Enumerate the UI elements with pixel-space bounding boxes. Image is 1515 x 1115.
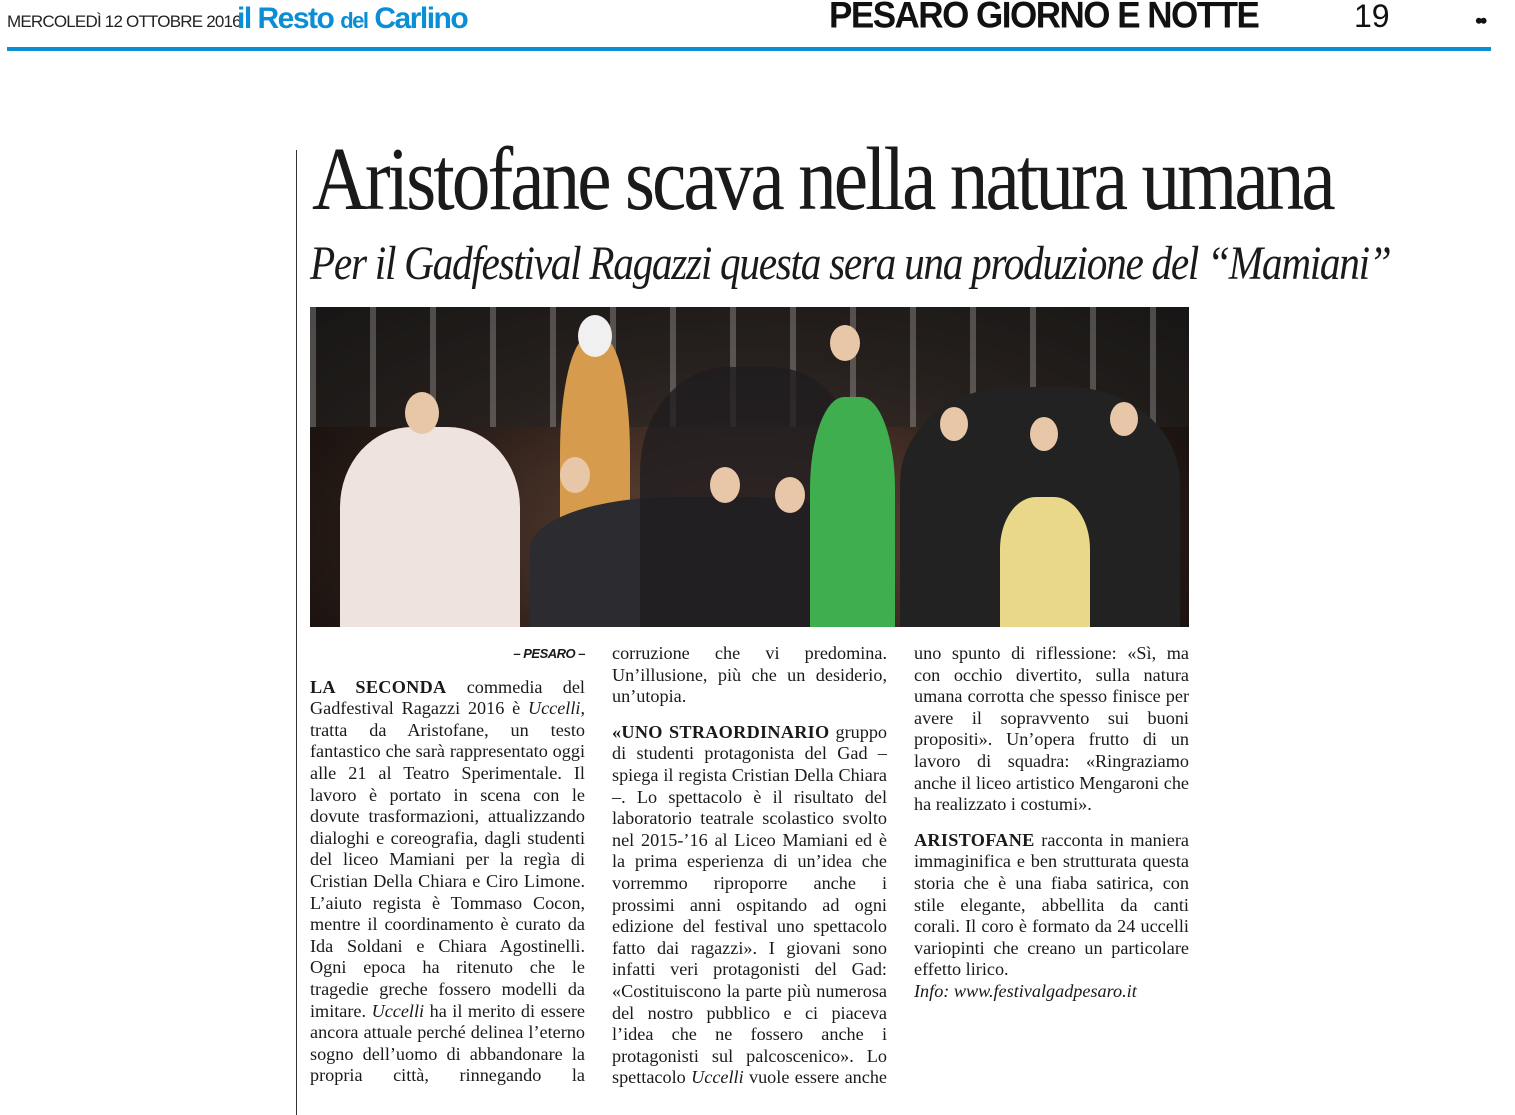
photo-figure: [578, 315, 612, 357]
dots-ornament: ••: [1475, 8, 1485, 33]
photo-figure: [1000, 497, 1090, 627]
paragraph-text: gruppo di studenti protagonista del Gad – spiega il regista Cristian Della Chiara –. Lo spettacolo è il risultato del laboratorio teatrale scolastico svolto nel 2015-’16 al Liceo Mamiani ed è la prima esperienza di un’idea che vorremmo riproporre anche i prossimi anni ospitando ad ogni edizione del festival uno spettacolo fatto dai ragazzi». I giovani sono infatti veri protagonisti del Gad: «Costituiscono la parte più numerosa del nostro pubblico e ci piaceva l’idea che ne fossero anche i protagonisti sul palcoscenico». Lo spettacolo: [612, 721, 888, 1088]
paragraph-lead: «UNO STRAORDINARIO: [612, 721, 830, 742]
italic-title: Uccelli: [691, 1067, 744, 1088]
paragraph-text: racconta in maniera immaginifica e ben strutturata questa storia che è una fiaba satirica, con stile elegante, abbellita da canti corali. Il coro è formato da 24 uccelli variopinti che creano un particolare effetto lirico.: [914, 829, 1189, 980]
paragraph-lead: ARISTOFANE: [914, 829, 1035, 850]
article-body: [310, 643, 1189, 1098]
logo-il: il: [237, 2, 251, 35]
article-photo: [310, 307, 1189, 627]
photo-figure: [560, 457, 590, 493]
photo-figure: [1030, 417, 1058, 451]
italic-title: Uccelli: [527, 698, 581, 719]
photo-figure: [830, 325, 860, 361]
article-title: Aristofane scava nella natura umana: [312, 130, 1333, 229]
issue-date: MERCOLEDÌ 12 OTTOBRE 2016: [7, 12, 241, 31]
photo-figure: [940, 407, 968, 441]
info-link[interactable]: Info: www.festivalgadpesaro.it: [914, 980, 1137, 1001]
photo-figure: [405, 392, 439, 434]
paragraph-text: , tratta da Aristofane, un testo fantastico che sarà rappresentato oggi alle 21 al Teatro Sperimentale. Il lavoro è portato in scena con le dovute trasformazioni, attualizzando dialoghi e coreografia, dagli studenti del liceo Mamiani per la regìa di Cristian Della Chiara e Ciro Limone. L’aiuto regista è Tommaso Cocon, mentre il coordinamento è curato da Ida Soldani e Chiara Agostinelli. Ogni epoca ha ritenuto che le tragedie greche fossero modelli da imitare.: [310, 698, 585, 1021]
paragraph-text: vuole essere anche uno spunto di riflessione: «Sì, ma con occhio divertito, sulla natura umana corrotta che spesso finisce per avere il sopravvento sui buoni propositi». Un’opera frutto di un lavoro di squadra: «Ringraziamo anche il liceo artistico Mengaroni che ha realizzato i costumi».: [743, 643, 1189, 1088]
logo-carlino: Carlino: [374, 2, 468, 35]
article-subtitle: Per il Gadfestival Ragazzi questa sera una produzione del “Mamiani”: [310, 237, 1391, 290]
page-number: 19: [1354, 0, 1390, 34]
photo-figure: [340, 427, 520, 627]
paragraph-text: commedia del Gadfestival Ragazzi 2016 è: [310, 676, 585, 719]
section-title: PESARO GIORNO E NOTTE: [829, 0, 1259, 36]
paragraph-text: ha il merito di essere ancora attuale perché delinea l’eterno sogno dell’uomo di abbandonare la propria città, rinnegando la corruzione che vi predomina. Un’illusione, più che un desiderio, un’utopia.: [310, 643, 887, 1086]
photo-figure: [1110, 402, 1138, 436]
newspaper-logo: [237, 2, 467, 36]
photo-figure: [810, 397, 895, 627]
column-divider: [296, 150, 297, 1115]
dateline: – PESARO –: [513, 646, 585, 661]
page-header: [7, 0, 1491, 51]
photo-figure: [775, 477, 805, 513]
logo-resto: Resto: [257, 2, 334, 35]
italic-title: Uccelli: [371, 1000, 425, 1021]
logo-del: del: [340, 8, 368, 33]
article-paragraph: [914, 830, 1189, 981]
photo-figure: [710, 467, 740, 503]
paragraph-lead: LA SECONDA: [310, 676, 447, 697]
